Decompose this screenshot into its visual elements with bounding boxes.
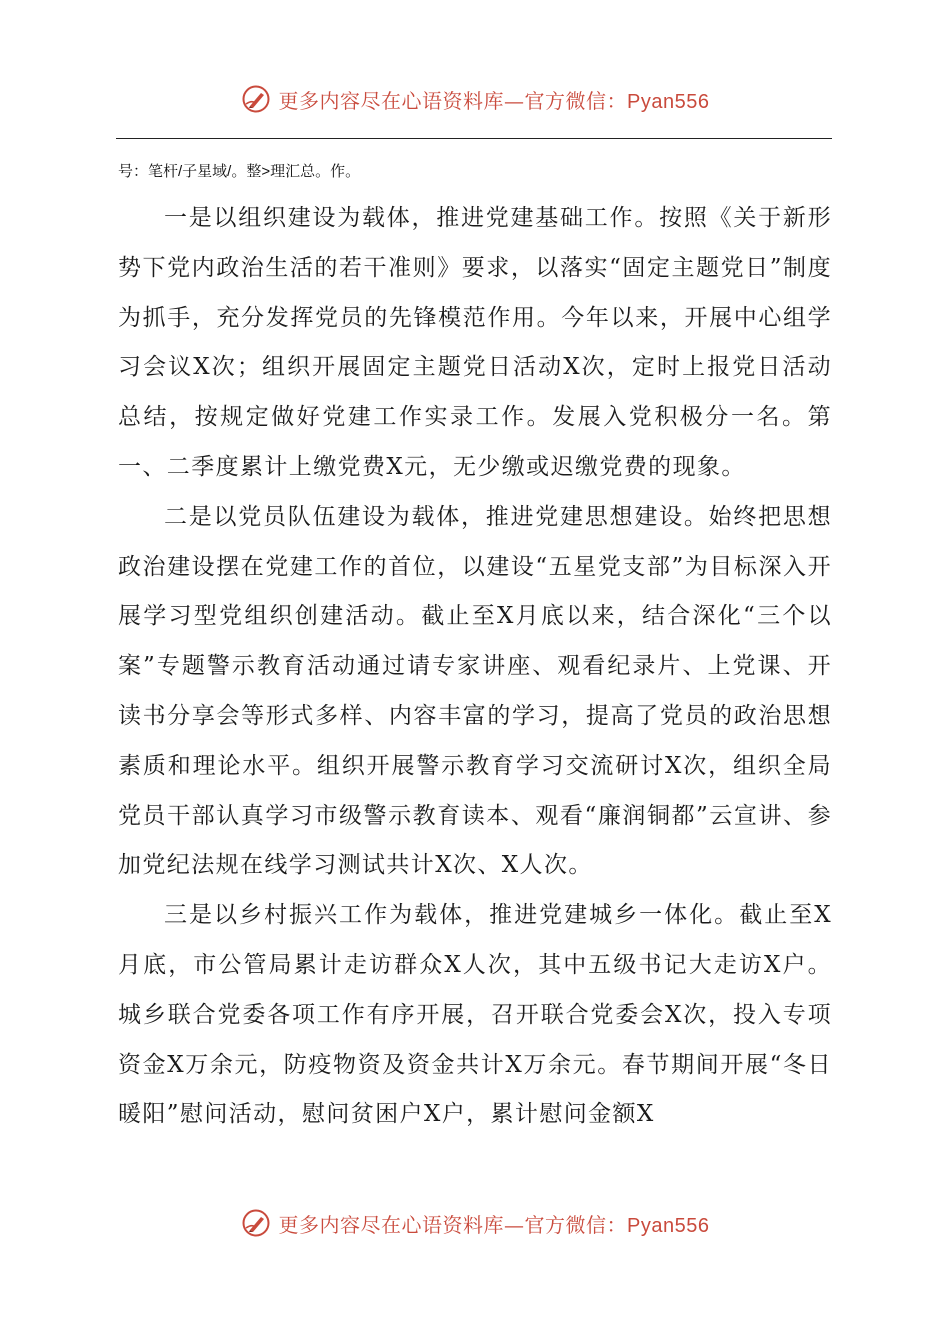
footer-banner xyxy=(0,1208,950,1238)
paragraph-party-members: 二是以党员队伍建设为载体，推进党建思想建设。始终把思想政治建设摆在党建工作的首位，以建设“五星党支部”为目标深入开展学习型党组织创建活动。截止至X月底以来，结合深化“三个以案”专题警示教育活动通过请专家讲座、观看纪录片、上党课、开读书分享会等形式多样、内容丰富的学习，提高了党员的政治思想素质和理论水平。组织开展警示教育学习交流研讨X次，组织全局党员干部认真学习市级警示教育读本、观看“廉润铜都”云宣讲、参加党纪法规在线学习测试共计X次、X人次。 xyxy=(118,503,832,879)
footer-banner-text: 更多内容尽在心语资料库—官方微信：Pyan556 xyxy=(278,1212,710,1237)
header-banner-text: 更多内容尽在心语资料库—官方微信：Pyan556 xyxy=(278,88,710,113)
paragraph-organization: 一是以组织建设为载体，推进党建基础工作。按照《关于新形势下党内政治生活的若干准则》要求，以落实“固定主题党日”制度为抓手，充分发挥党员的先锋模范作用。今年以来，开展中心组学习会议X次；组织开展固定主题党日活动X次，定时上报党日活动总结，按规定做好党建工作实录工作。发展入党积极分一名。第一、二季度累计上缴党费X元，无少缴或迟缴党费的现象。 xyxy=(118,205,832,480)
document-body xyxy=(118,194,832,1140)
header-divider xyxy=(116,138,832,139)
pen-logo-icon xyxy=(241,84,271,114)
footer-wechat-id: Pyan556 xyxy=(627,1214,710,1237)
paragraph-rural-revitalization: 三是以乡村振兴工作为载体，推进党建城乡一体化。截止至X月底，市公管局累计走访群众X人次，其中五级书记大走访X户。城乡联合党委各项工作有序开展，召开联合党委会X次，投入专项资金X万余元，防疫物资及资金共计X万余元。春节期间开展“冬日暖阳”慰问活动，慰问贫困户X户，累计慰问金额X xyxy=(118,902,832,1128)
header-banner xyxy=(0,84,950,114)
source-note: 号：笔杆/子星域/。整>理汇总。作。 xyxy=(118,163,361,180)
header-wechat-id: Pyan556 xyxy=(627,90,710,113)
pen-logo-icon xyxy=(241,1208,271,1238)
